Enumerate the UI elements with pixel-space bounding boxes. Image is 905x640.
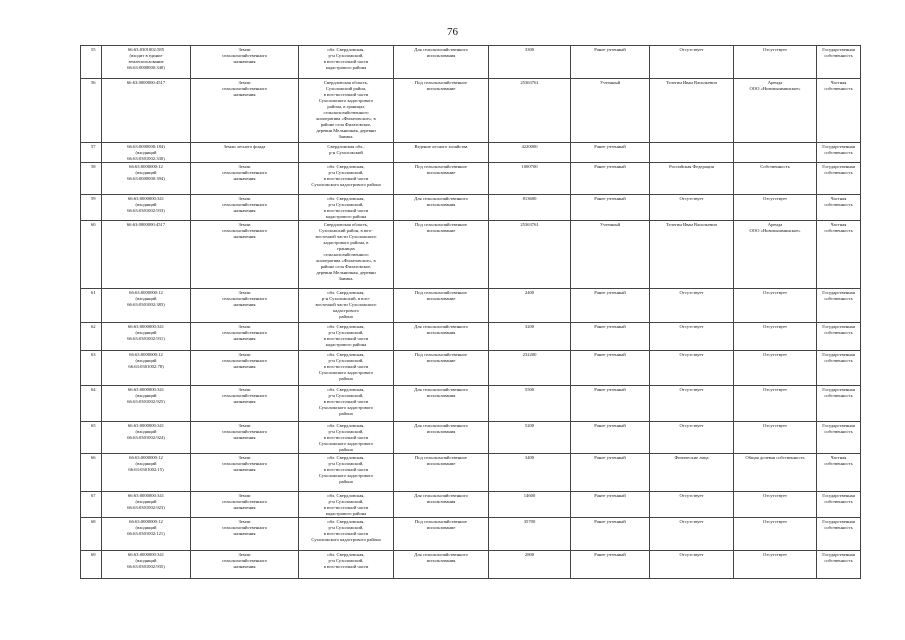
area-value-cell: 232200 — [489, 351, 571, 386]
area-value-cell: 2800 — [489, 551, 571, 579]
right-type-cell: Отсутствует — [734, 518, 817, 551]
row-number-cell: 65 — [81, 422, 102, 454]
land-category-cell: Земли сельскохозяйственного назначения — [191, 79, 299, 143]
table-row — [81, 221, 861, 289]
right-holder-cell — [650, 143, 734, 163]
ownership-form-cell: Частная собственность — [817, 221, 861, 289]
cadastral-status-cell: Ранее учтенный — [571, 143, 650, 163]
right-type-cell: Общая долевая собственность — [734, 454, 817, 492]
location-address-cell: обл. Свердловская, р-н Сухоложский, в юго-восточной части — [299, 551, 394, 579]
ownership-form-cell: Государственная собственность — [817, 289, 861, 323]
right-holder-cell: Отсутствует — [650, 46, 734, 79]
cadastral-number-cell: 66:63:0000000:341 (входящий 66:63:0301002:925) — [102, 386, 191, 422]
ownership-form-cell: Государственная собственность — [817, 163, 861, 195]
cadastral-number-cell: 66:63:0000000:341 (входящий 66:63:0301002:935) — [102, 551, 191, 579]
right-type-cell: Отсутствует — [734, 422, 817, 454]
permitted-use-cell: Под сельскохозяйственное использование — [394, 221, 489, 289]
right-type-cell: Отсутствует — [734, 492, 817, 518]
row-number-cell: 67 — [81, 492, 102, 518]
right-type-cell: Собственность — [734, 163, 817, 195]
cadastral-number-cell: 66:63:0000000:4517 — [102, 221, 191, 289]
cadastral-number-cell: 66:63:0000000:12 (входящий 66:63:0301002:383) — [102, 289, 191, 323]
cadastral-status-cell: Ранее учтенный — [571, 351, 650, 386]
table-row — [81, 46, 861, 79]
ownership-form-cell: Государственная собственность — [817, 351, 861, 386]
permitted-use-cell: Для сельскохозяйственного использования — [394, 492, 489, 518]
cadastral-number-cell: 66:63:0000000:12 (входящий 66:63:0301002:15) — [102, 454, 191, 492]
right-holder-cell: Отсутствует — [650, 323, 734, 351]
location-address-cell: обл. Свердловская, р-н Сухоложский, в юго-восточной части кадастрового района — [299, 323, 394, 351]
area-value-cell: 2400 — [489, 289, 571, 323]
right-type-cell: Отсутствует — [734, 195, 817, 221]
right-type-cell: Отсутствует — [734, 46, 817, 79]
location-address-cell: обл. Свердловская, р-н Сухоложский, в юго-восточной части кадастрового района — [299, 195, 394, 221]
cadastral-number-cell: 66:63:0000000:341 (входящий 66:63:0301002:931) — [102, 323, 191, 351]
location-address-cell: Свердловская область, Сухоложский район, в юго-восточной части Сухоложского кадастрового района, в границах сельскохозяйственного кооператива «Филатовское», в районе села Филатовское, деревни Мельничная, деревни Заимка. — [299, 79, 394, 143]
permitted-use-cell: Для сельскохозяйственного использования — [394, 551, 489, 579]
location-address-cell: обл. Свердловская, р-н Сухоложский, в юго-восточной части кадастрового района — [299, 492, 394, 518]
cadastral-status-cell: Ранее учтенный — [571, 551, 650, 579]
land-category-cell: Земли сельскохозяйственного назначения — [191, 221, 299, 289]
row-number-cell: 61 — [81, 289, 102, 323]
ownership-form-cell: Государственная собственность — [817, 551, 861, 579]
cadastral-number-cell: 66:63:0000000:12 (входящий 66:63:0301002:121) — [102, 518, 191, 551]
ownership-form-cell: Частная собственность — [817, 454, 861, 492]
location-address-cell: обл. Свердловская, р-н Сухоложский, в юго-восточной части Сухоложского кадастрового района — [299, 351, 394, 386]
land-category-cell: Земли сельскохозяйственного назначения — [191, 195, 299, 221]
row-number-cell: 60 — [81, 221, 102, 289]
table-row — [81, 551, 861, 579]
permitted-use-cell: Для сельскохозяйственного использования — [394, 386, 489, 422]
ownership-form-cell: Государственная собственность — [817, 46, 861, 79]
cadastral-status-cell: Ранее учтенный — [571, 195, 650, 221]
ownership-form-cell: Государственная собственность — [817, 323, 861, 351]
permitted-use-cell: Под сельскохозяйственное использование — [394, 163, 489, 195]
ownership-form-cell: Государственная собственность — [817, 143, 861, 163]
table-row — [81, 492, 861, 518]
area-value-cell: 14600 — [489, 492, 571, 518]
land-category-cell: Земли сельскохозяйственного назначения — [191, 289, 299, 323]
location-address-cell: Свердловская обл., р-н Сухоложский — [299, 143, 394, 163]
permitted-use-cell: Для сельскохозяйственного использования — [394, 46, 489, 79]
right-holder-cell: Телегин Иван Васильевич — [650, 221, 734, 289]
right-holder-cell: Отсутствует — [650, 492, 734, 518]
row-number-cell: 56 — [81, 79, 102, 143]
cadastral-number-cell: 66:63:0000000:4517 — [102, 79, 191, 143]
ownership-form-cell: Государственная собственность — [817, 386, 861, 422]
row-number-cell: 57 — [81, 143, 102, 163]
land-category-cell: Земли сельскохозяйственного назначения — [191, 163, 299, 195]
permitted-use-cell: Под сельскохозяйственное использование — [394, 518, 489, 551]
row-number-cell: 66 — [81, 454, 102, 492]
table-row — [81, 163, 861, 195]
permitted-use-cell: Ведение лесного хозяйства — [394, 143, 489, 163]
cadastral-status-cell: Учтенный — [571, 79, 650, 143]
ownership-form-cell: Государственная собственность — [817, 492, 861, 518]
land-category-cell: Земли сельскохозяйственного назначения — [191, 46, 299, 79]
cadastral-status-cell: Ранее учтенный — [571, 454, 650, 492]
table-row — [81, 454, 861, 492]
right-holder-cell: Российская Федерация — [650, 163, 734, 195]
permitted-use-cell: Под сельскохозяйственное использование — [394, 289, 489, 323]
right-type-cell: Аренда ООО «Новопышминское» — [734, 221, 817, 289]
land-category-cell: Земли лесного фонда — [191, 143, 299, 163]
row-number-cell: 55 — [81, 46, 102, 79]
area-value-cell: 25363761 — [489, 79, 571, 143]
right-holder-cell: Отсутствует — [650, 195, 734, 221]
cadastral-number-cell: 66:63:0000000:184) (входящий 66:63:0301002:330) — [102, 143, 191, 163]
cadastral-status-cell: Ранее учтенный — [571, 518, 650, 551]
area-value-cell: 35700 — [489, 518, 571, 551]
right-type-cell: Аренда ООО «Новопышминское» — [734, 79, 817, 143]
cadastral-status-cell: Ранее учтенный — [571, 163, 650, 195]
area-value-cell: 3300 — [489, 46, 571, 79]
permitted-use-cell: Под сельскохозяйственное использование — [394, 351, 489, 386]
location-address-cell: обл. Свердловская, р-н Сухоложский, в юго-восточной части Сухоложского кадастрового района — [299, 422, 394, 454]
area-value-cell: 4220000 — [489, 143, 571, 163]
location-address-cell: обл. Свердловская, р-н Сухоложский, в юго-восточной части Сухоложского кадастрового района — [299, 163, 394, 195]
area-value-cell: 25363761 — [489, 221, 571, 289]
land-registry-table — [80, 45, 861, 579]
table-row — [81, 351, 861, 386]
land-category-cell: Земли сельскохозяйственного назначения — [191, 454, 299, 492]
permitted-use-cell: Под сельскохозяйственное использование — [394, 454, 489, 492]
area-value-cell: 1000700 — [489, 163, 571, 195]
location-address-cell: обл. Свердловская, р-н Сухоложский, в юго-восточной части Сухоложского кадастрового района — [299, 386, 394, 422]
land-category-cell: Земли сельскохозяйственного назначения — [191, 551, 299, 579]
location-address-cell: обл. Свердловская, р-н Сухоложский, в юго-восточной части Сухоложского кадастрового района — [299, 454, 394, 492]
table-row — [81, 422, 861, 454]
row-number-cell: 63 — [81, 351, 102, 386]
cadastral-number-cell: 66:63:0000000:341 (входящий 66:63:0301002:933) — [102, 195, 191, 221]
cadastral-status-cell: Ранее учтенный — [571, 422, 650, 454]
cadastral-number-cell: 66:63:0000000:341 (входящий 66:63:0301002:924) — [102, 422, 191, 454]
area-value-cell: 3400 — [489, 454, 571, 492]
location-address-cell: обл. Свердловская, р-н Сухоложский, в юго- восточной части Сухоложского кадастрового района — [299, 289, 394, 323]
cadastral-number-cell: 66:63:0000000:12 (входящий 66:63:0000000:394) — [102, 163, 191, 195]
right-holder-cell: Отсутствует — [650, 289, 734, 323]
land-category-cell: Земли сельскохозяйственного назначения — [191, 386, 299, 422]
right-holder-cell: Отсутствует — [650, 351, 734, 386]
right-type-cell: Отсутствует — [734, 323, 817, 351]
location-address-cell: Свердловская область, Сухоложский район, в юго- восточной части Сухоложского кадастрового района, в границах сельскохозяйственного кооператива «Филатовское», в районе села Филатовское, деревни Мельничная, деревни Заимка. — [299, 221, 394, 289]
cadastral-number-cell: 66:63:0301002:585 (входит в единое землепользование 66:63:0000000:340) — [102, 46, 191, 79]
location-address-cell: обл. Свердловская, р-н Сухоложский, в юго-восточной части кадастрового района — [299, 46, 394, 79]
table-row — [81, 323, 861, 351]
table-row — [81, 195, 861, 221]
right-holder-cell: Отсутствует — [650, 422, 734, 454]
cadastral-status-cell: Ранее учтенный — [571, 289, 650, 323]
right-holder-cell: Физические лица — [650, 454, 734, 492]
page-number: 76 — [447, 26, 458, 38]
row-number-cell: 62 — [81, 323, 102, 351]
right-holder-cell: Отсутствует — [650, 518, 734, 551]
location-address-cell: обл. Свердловская, р-н Сухоложский, в юго-восточной части Сухоложского кадастрового района — [299, 518, 394, 551]
permitted-use-cell: Под сельскохозяйственное использование — [394, 79, 489, 143]
cadastral-status-cell: Ранее учтенный — [571, 323, 650, 351]
row-number-cell: 64 — [81, 386, 102, 422]
table-row — [81, 289, 861, 323]
cadastral-status-cell: Ранее учтенный — [571, 492, 650, 518]
permitted-use-cell: Для сельскохозяйственного использования — [394, 422, 489, 454]
right-type-cell: Отсутствует — [734, 386, 817, 422]
area-value-cell: 3200 — [489, 323, 571, 351]
land-category-cell: Земли сельскохозяйственного назначения — [191, 323, 299, 351]
table-body — [81, 46, 861, 579]
row-number-cell: 68 — [81, 518, 102, 551]
area-value-cell: 813600 — [489, 195, 571, 221]
right-type-cell — [734, 143, 817, 163]
table-row — [81, 386, 861, 422]
land-category-cell: Земли сельскохозяйственного назначения — [191, 518, 299, 551]
cadastral-status-cell: Ранее учтенный — [571, 46, 650, 79]
table-row — [81, 79, 861, 143]
ownership-form-cell: Частная собственность — [817, 79, 861, 143]
right-type-cell: Отсутствует — [734, 351, 817, 386]
cadastral-status-cell: Учтенный — [571, 221, 650, 289]
land-category-cell: Земли сельскохозяйственного назначения — [191, 492, 299, 518]
cadastral-status-cell: Ранее учтенный — [571, 386, 650, 422]
ownership-form-cell: Государственная собственность — [817, 422, 861, 454]
cadastral-number-cell: 66:63:0000000:12 (входящий 66:63:0301002:78) — [102, 351, 191, 386]
right-holder-cell: Отсутствует — [650, 551, 734, 579]
permitted-use-cell: Для сельскохозяйственного использования — [394, 195, 489, 221]
permitted-use-cell: Для сельскохозяйственного использования — [394, 323, 489, 351]
table-row — [81, 143, 861, 163]
table-row — [81, 518, 861, 551]
right-type-cell: Отсутствует — [734, 289, 817, 323]
land-category-cell: Земли сельскохозяйственного назначения — [191, 351, 299, 386]
right-holder-cell: Отсутствует — [650, 386, 734, 422]
row-number-cell: 58 — [81, 163, 102, 195]
ownership-form-cell: Частная собственность — [817, 195, 861, 221]
area-value-cell: 5200 — [489, 422, 571, 454]
row-number-cell: 69 — [81, 551, 102, 579]
right-type-cell: Отсутствует — [734, 551, 817, 579]
row-number-cell: 59 — [81, 195, 102, 221]
right-holder-cell: Телегин Иван Васильевич — [650, 79, 734, 143]
land-category-cell: Земли сельскохозяйственного назначения — [191, 422, 299, 454]
cadastral-number-cell: 66:63:0000000:341 (входящий 66:63:0301002:923) — [102, 492, 191, 518]
ownership-form-cell: Государственная собственность — [817, 518, 861, 551]
area-value-cell: 5500 — [489, 386, 571, 422]
